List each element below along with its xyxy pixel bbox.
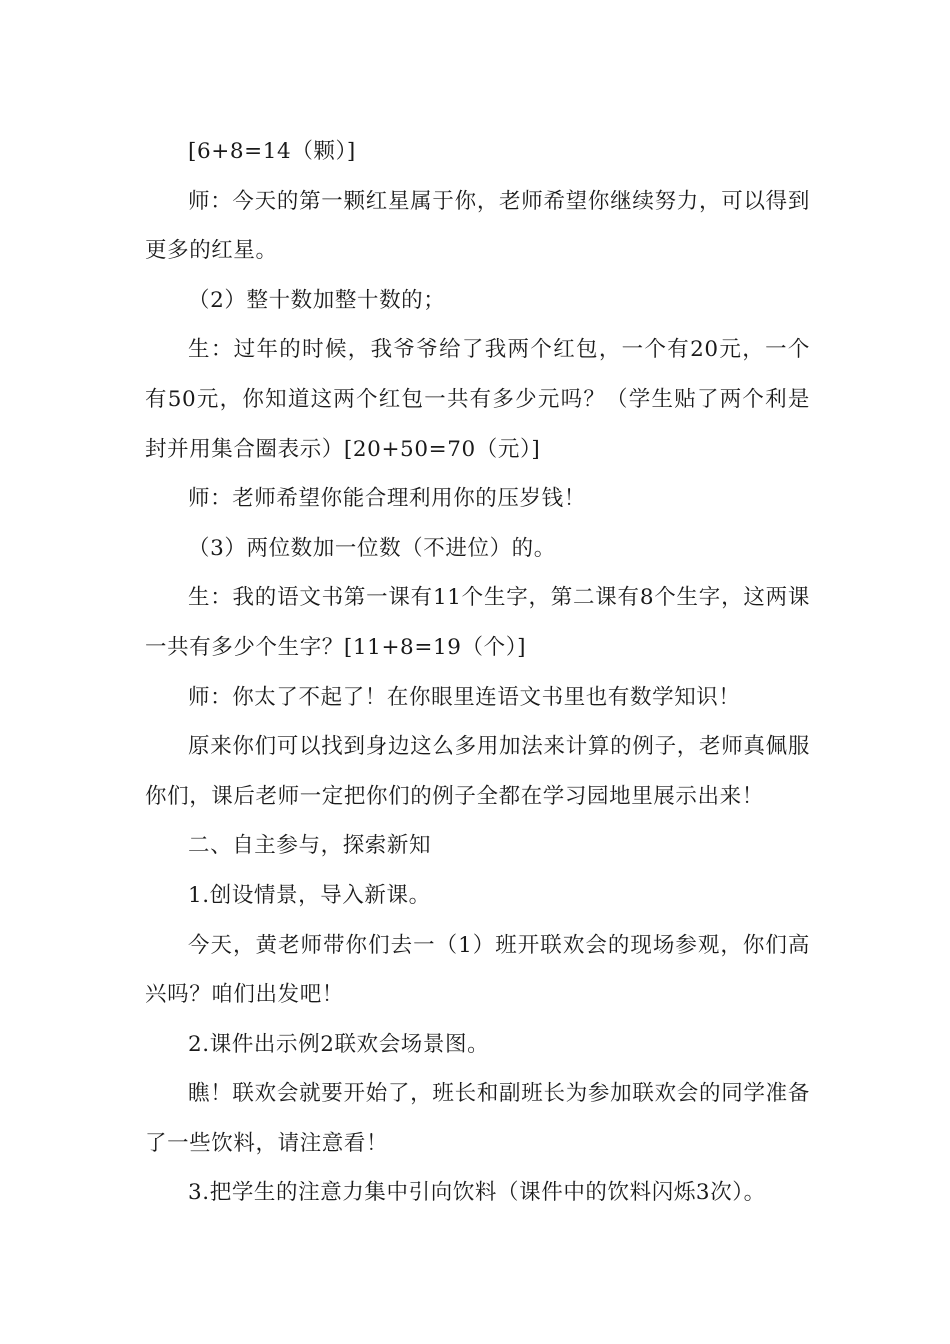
paragraph-4: 生：过年的时候，我爷爷给了我两个红包，一个有20元，一个有50元，你知道这两个红包一共有多少元吗？（学生贴了两个利是封并用集合圈表示）[20+50=70（元）] [145, 337, 810, 462]
paragraph-1: [6+8=14（颗）] [188, 139, 356, 164]
paragraph-8: 师：你太了不起了！在你眼里连语文书里也有数学知识！ [188, 684, 741, 710]
paragraph-9: 原来你们可以找到身边这么多用加法来计算的例子，老师真佩服你们，课后老师一定把你们的例子全都在学习园地里展示出来！ [145, 734, 810, 809]
section-heading: 二、自主参与，探索新知 [188, 833, 432, 859]
paragraph-13: 2.课件出示例2联欢会场景图。 [188, 1031, 490, 1057]
document-body [145, 127, 810, 1218]
paragraph-12: 今天，黄老师带你们去一（1）班开联欢会的现场参观，你们高兴吗？咱们出发吧！ [145, 932, 810, 1008]
paragraph-15: 3.把学生的注意力集中引向饮料（课件中的饮料闪烁3次）。 [188, 1180, 766, 1206]
paragraph-5: 师：老师希望你能合理利用你的压岁钱！ [188, 486, 586, 512]
paragraph-2: 师：今天的第一颗红星属于你，老师希望你继续努力，可以得到更多的红星。 [145, 188, 810, 264]
paragraph-3: （2）整十数加整十数的； [188, 287, 446, 313]
paragraph-11: 1.创设情景，导入新课。 [188, 882, 431, 908]
paragraph-7: 生：我的语文书第一课有11个生字，第二课有8个生字，这两课一共有多少个生字？[11+8=19（个）] [145, 585, 810, 660]
paragraph-14: 瞧！联欢会就要开始了，班长和副班长为参加联欢会的同学准备了一些饮料，请注意看！ [145, 1081, 810, 1156]
paragraph-6: （3）两位数加一位数（不进位）的。 [188, 535, 556, 561]
